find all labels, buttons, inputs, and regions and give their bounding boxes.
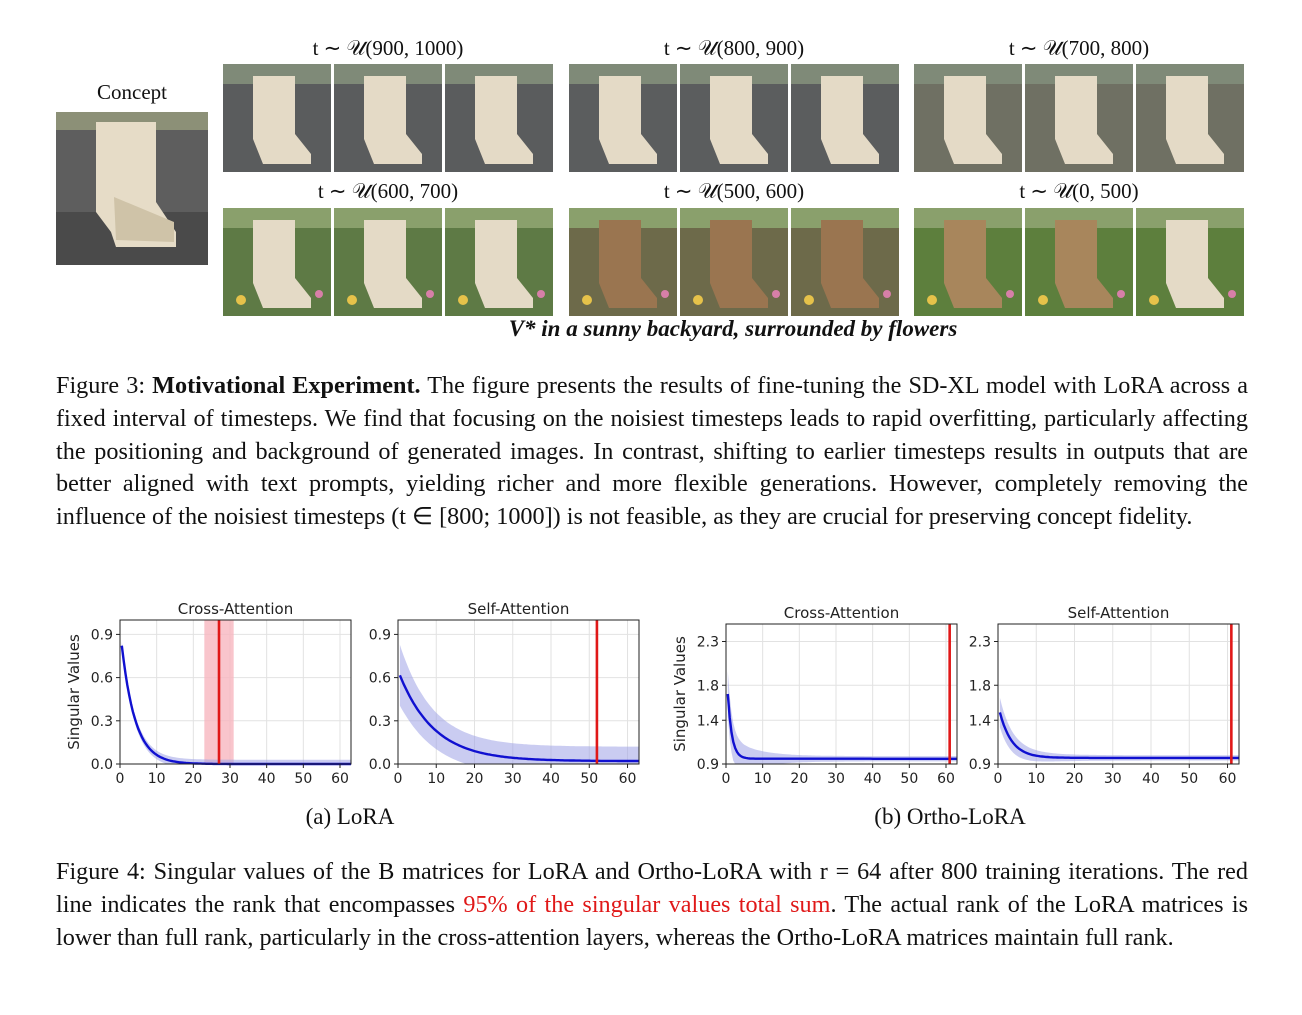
x-tick-label: 0: [721, 771, 731, 787]
y-tick-label: 2.3: [696, 634, 719, 651]
chart-svg: [960, 600, 1245, 792]
x-tick-label: 20: [1065, 771, 1084, 787]
x-tick-label: 10: [427, 771, 446, 787]
chart-title: Self-Attention: [1067, 604, 1170, 622]
figure4-caption: [56, 856, 1248, 954]
generated-image: [1136, 64, 1244, 172]
y-tick-label: 0.9: [696, 757, 719, 773]
group-title: t ∼ 𝒰(600, 700): [317, 179, 459, 203]
x-tick-label: 20: [465, 771, 484, 787]
x-tick-label: 40: [863, 771, 882, 787]
y-tick-label: 1.8: [968, 678, 991, 695]
chart-svg: [62, 596, 357, 792]
x-tick-label: 40: [257, 771, 276, 787]
chart-lora-cross: [62, 596, 357, 797]
y-tick-label: 1.8: [696, 678, 719, 695]
chart-title: Cross-Attention: [783, 604, 900, 622]
figure4-caption-after: . The actual rank of the LoRA matrices is lower than full rank, particularly in the cross-attention layers, whereas the Ortho-LoRA matrices maintain full rank.: [56, 890, 1249, 951]
figure4-caption-highlight: 95% of the singular values total sum: [463, 890, 831, 918]
group-title: t ∼ 𝒰(900, 1000): [312, 36, 464, 60]
prompt-caption: V* in a sunny backyard, surrounded by flowers: [508, 316, 958, 341]
x-tick-label: 10: [147, 771, 166, 787]
concept-image: [56, 112, 208, 265]
x-tick-label: 50: [1180, 771, 1199, 787]
generated-image: [569, 64, 677, 172]
group-title: t ∼ 𝒰(500, 600): [663, 179, 805, 203]
generated-image: [223, 64, 331, 172]
generated-image: [334, 64, 442, 172]
y-tick-label: 1.4: [696, 713, 719, 730]
x-tick-label: 20: [184, 771, 203, 787]
y-tick-label: 0.6: [368, 670, 391, 687]
figure3-caption-bold: Motivational Experiment.: [152, 372, 421, 399]
generated-image: [680, 64, 788, 172]
generated-image: [445, 64, 553, 172]
y-axis-label: Singular Values: [65, 634, 83, 750]
x-tick-label: 60: [1218, 771, 1237, 787]
figure3-caption-prefix: Figure 3:: [56, 372, 153, 399]
y-tick-label: 0.0: [90, 757, 113, 773]
chart-svg: [668, 600, 963, 792]
group-title: t ∼ 𝒰(800, 900): [663, 36, 805, 60]
x-tick-label: 30: [503, 771, 522, 787]
x-tick-label: 60: [331, 771, 349, 787]
x-tick-label: 40: [542, 771, 560, 787]
x-tick-label: 0: [115, 771, 125, 787]
generated-image: [223, 208, 331, 316]
generated-image: [569, 208, 677, 316]
y-tick-label: 0.0: [368, 757, 391, 773]
chart-svg: [360, 596, 645, 792]
chart-title: Cross-Attention: [177, 600, 294, 618]
figure4-caption-before: Figure 4: Singular values of the B matrices for LoRA and Ortho-LoRA with r = 64 after 800 training iterations. The red line indicates the rank that encompasses: [56, 858, 1248, 918]
generated-image: [1136, 208, 1244, 316]
x-tick-label: 60: [937, 771, 955, 787]
x-tick-label: 20: [790, 771, 809, 787]
chart-lora-self: [360, 596, 645, 797]
generated-image: [445, 208, 553, 316]
y-axis-label: Singular Values: [671, 636, 689, 752]
x-tick-label: 40: [1142, 771, 1160, 787]
group-title: t ∼ 𝒰(700, 800): [1008, 36, 1150, 60]
generated-image: [1025, 64, 1133, 172]
generated-image: [791, 64, 899, 172]
chart-ortho-cross: [668, 600, 963, 797]
subcaption-lora: (a) LoRA: [305, 804, 395, 829]
x-tick-label: 50: [900, 771, 919, 787]
generated-image: [791, 208, 899, 316]
x-tick-label: 10: [753, 771, 772, 787]
subcaption-ortho-lora: (b) Ortho-LoRA: [874, 804, 1026, 829]
x-tick-label: 30: [1103, 771, 1122, 787]
y-tick-label: 0.9: [90, 627, 113, 644]
x-tick-label: 0: [993, 771, 1003, 787]
axes-frame: [726, 624, 957, 764]
x-tick-label: 10: [1027, 771, 1046, 787]
group-title: t ∼ 𝒰(0, 500): [1019, 179, 1139, 203]
chart-title: Self-Attention: [467, 600, 570, 618]
figure3-caption-text: The figure presents the results of fine-tuning the SD-XL model with LoRA across a fixed interval of timesteps. We find that focusing on the noisiest timesteps leads to rapid overfitting, particularly affecting the positioning and background of generated images. In contrast, shifting to earlier timesteps results in outputs that are better aligned with text prompts, yielding richer and more flexible generations. However, completely removing the influence of the noisiest timesteps (t ∈ [800; 1000]) is not feasible, as they are crucial for preserving concept fidelity.: [56, 372, 1249, 531]
generated-image: [334, 208, 442, 316]
generated-image: [914, 64, 1022, 172]
concept-label: Concept: [97, 80, 167, 104]
axes-frame: [120, 620, 351, 764]
y-tick-label: 2.3: [968, 634, 991, 651]
axes-frame: [998, 624, 1239, 764]
y-tick-label: 0.6: [90, 670, 113, 687]
y-tick-label: 0.9: [368, 627, 391, 644]
x-tick-label: 60: [618, 771, 637, 787]
y-tick-label: 0.3: [90, 713, 113, 730]
y-tick-label: 1.4: [968, 713, 991, 730]
generated-image: [680, 208, 788, 316]
x-tick-label: 0: [393, 771, 403, 787]
chart-ortho-self: [960, 600, 1245, 797]
y-tick-label: 0.3: [368, 713, 391, 730]
generated-image: [1025, 208, 1133, 316]
x-tick-label: 30: [827, 771, 845, 787]
y-tick-label: 0.9: [968, 757, 991, 773]
generated-image: [914, 208, 1022, 316]
figure3-caption: [56, 370, 1248, 534]
x-tick-label: 30: [221, 771, 239, 787]
x-tick-label: 50: [294, 771, 313, 787]
x-tick-label: 50: [580, 771, 599, 787]
